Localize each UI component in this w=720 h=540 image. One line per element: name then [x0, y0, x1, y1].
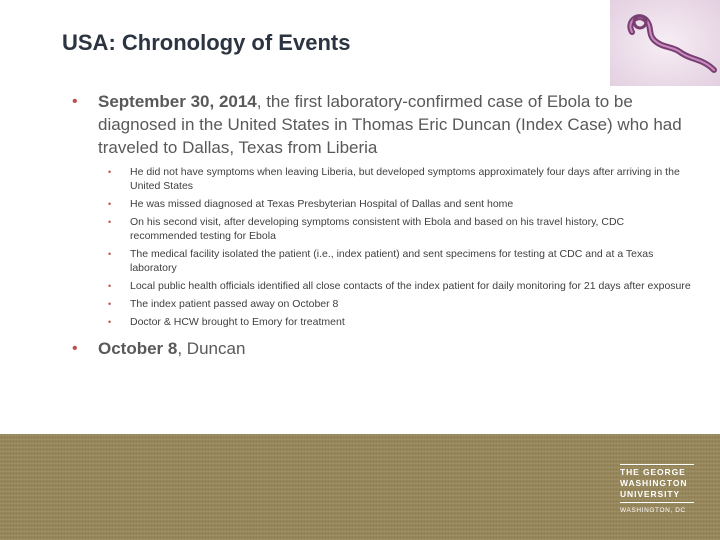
logo-line-2: WASHINGTON: [620, 478, 688, 488]
sub-bullet-text: Local public health officials identified all close contacts of the index patient for daily monitoring for 21 days after exposure: [130, 280, 691, 292]
bullet-text: , the first laboratory-confirmed case of Ebola to be diagnosed in the United States in Thomas Eric Duncan (Index Case) who had traveled to Dallas, Texas from Liberia: [98, 92, 682, 157]
bullet-dot-icon: •: [72, 93, 78, 110]
logo-line-3: UNIVERSITY: [620, 489, 681, 499]
sub-bullet-dot-icon: •: [108, 299, 112, 309]
sub-bullet-list: [72, 165, 692, 329]
sub-bullet-text: The index patient passed away on October 8: [130, 298, 339, 310]
sub-bullet-text: The medical facility isolated the patient (i.e., index patient) and sent specimens for testing at CDC and at a Texas laboratory: [130, 248, 654, 274]
slide-title: USA: Chronology of Events: [62, 30, 351, 55]
bullet-date: September 30, 2014: [98, 92, 257, 111]
logo-divider: [620, 464, 694, 465]
logo-divider: [620, 502, 694, 503]
sub-bullet-dot-icon: •: [108, 217, 112, 227]
bullet-date: October 8: [98, 339, 178, 358]
list-item: [72, 279, 692, 293]
sub-bullet-dot-icon: •: [108, 199, 112, 209]
list-item: [72, 197, 692, 211]
list-item: [72, 215, 692, 243]
list-item: [72, 247, 692, 275]
footer-band: [0, 434, 720, 540]
list-item: [72, 165, 692, 193]
content-area: [72, 90, 692, 360]
bullet-october-8: [72, 337, 692, 360]
sub-bullet-text: He did not have symptoms when leaving Liberia, but developed symptoms approximately four days after arriving in the United States: [130, 166, 680, 192]
bullet-dot-icon: •: [72, 340, 78, 357]
sub-bullet-dot-icon: •: [108, 249, 112, 259]
sub-bullet-text: Doctor & HCW brought to Emory for treatment: [130, 316, 345, 328]
ebola-virus-micrograph-icon: [610, 0, 720, 86]
university-logo: [620, 462, 700, 515]
sub-bullet-dot-icon: •: [108, 317, 112, 327]
list-item: [72, 315, 692, 329]
logo-line-1: THE GEORGE: [620, 467, 686, 477]
bullet-september-30: [72, 90, 692, 159]
sub-bullet-dot-icon: •: [108, 281, 112, 291]
list-item: [72, 297, 692, 311]
sub-bullet-dot-icon: •: [108, 167, 112, 177]
sub-bullet-text: On his second visit, after developing symptoms consistent with Ebola and based on his travel history, CDC recommended testing for Ebola: [130, 216, 625, 242]
logo-location: WASHINGTON, DC: [620, 507, 686, 514]
bullet-text: , Duncan: [177, 339, 246, 358]
ebola-virus-image: [610, 0, 720, 86]
sub-bullet-text: He was missed diagnosed at Texas Presbyterian Hospital of Dallas and sent home: [130, 198, 514, 210]
